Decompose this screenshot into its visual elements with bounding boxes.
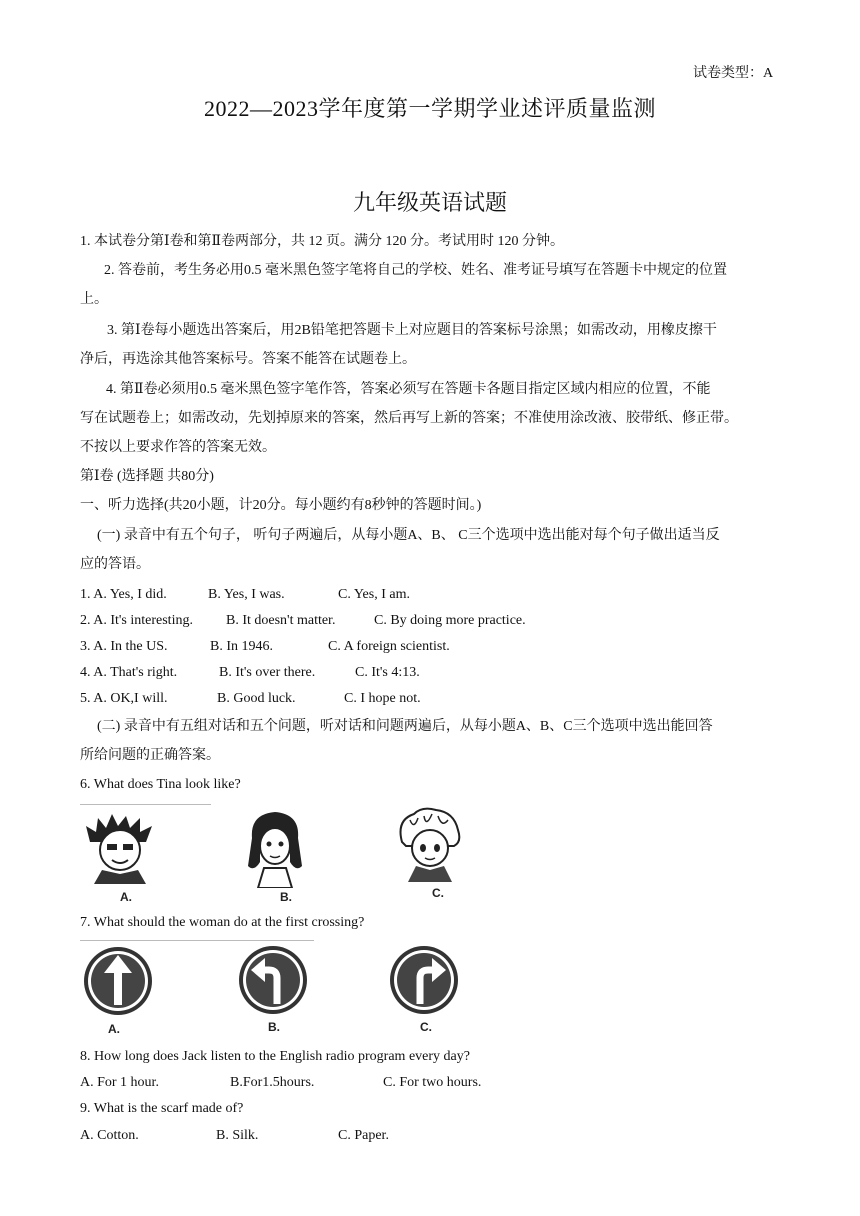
turn-right-sign-icon	[388, 944, 460, 1016]
q9-option-c: C. Paper.	[338, 1128, 389, 1143]
instruction-3-line-2: 净后，再选涂其他答案标号。答案不能答在试题卷上。	[80, 352, 416, 367]
q2-option-c: C. By doing more practice.	[374, 613, 526, 628]
q8-option-a: A. For 1 hour.	[80, 1075, 159, 1090]
part-one-heading: 第Ⅰ卷 (选择题 共80分)	[80, 469, 214, 484]
q7-image-b-label: B.	[268, 1020, 280, 1034]
q8-option-b: B.For1.5hours.	[230, 1075, 315, 1090]
q7-image-c-label: C.	[420, 1020, 432, 1034]
instruction-4-line-2: 写在试题卷上；如需改动，先划掉原来的答案，然后再写上新的答案；不准使用涂改液、胶带纸、修正带。	[80, 411, 738, 426]
short-curly-hair-person-image	[392, 806, 466, 882]
divider	[80, 804, 211, 805]
q1-option-b: B. Yes, I was.	[208, 587, 285, 602]
q3-option-b: B. In 1946.	[210, 639, 273, 654]
exam-subtitle: 九年级英语试题	[352, 190, 507, 215]
q4-option-b: B. It's over there.	[219, 665, 316, 680]
q6-image-c-label: C.	[432, 886, 444, 900]
straight-ahead-sign-icon	[82, 945, 154, 1017]
instruction-1: 1. 本试卷分第Ⅰ卷和第Ⅱ卷两部分，共 12 页。满分 120 分。考试用时 120 分钟。	[80, 234, 565, 249]
q2-option-a: 2. A. It's interesting.	[80, 613, 193, 628]
q9-option-a: A. Cotton.	[80, 1128, 139, 1143]
q8-option-c: C. For two hours.	[383, 1075, 482, 1090]
q6-question: 6. What does Tina look like?	[80, 777, 241, 792]
exam-title: 2022—2023学年度第一学期学业述评质量监测	[203, 96, 656, 121]
q2-option-b: B. It doesn't matter.	[226, 613, 336, 628]
exam-type-label: 试卷类型：A	[693, 66, 774, 81]
q7-question: 7. What should the woman do at the first crossing?	[80, 915, 365, 930]
turn-left-sign-icon	[237, 944, 309, 1016]
listening-part-1-line-2: 应的答语。	[80, 557, 150, 572]
listening-part-2-line-2: 所给问题的正确答案。	[80, 748, 220, 763]
listening-part-2-line-1: (二) 录音中有五组对话和五个问题，听对话和问题两遍后，从每小题A、B、C三个选项中选出能回答	[97, 719, 713, 734]
q1-option-a: 1. A. Yes, I did.	[80, 587, 167, 602]
q9-option-b: B. Silk.	[216, 1128, 259, 1143]
q5-option-c: C. I hope not.	[344, 691, 421, 706]
q4-option-c: C. It's 4:13.	[355, 665, 420, 680]
q9-question: 9. What is the scarf made of?	[80, 1101, 244, 1116]
instruction-2-line-1: 2. 答卷前，考生务必用0.5 毫米黑色签字笔将自己的学校、姓名、准考证号填写在答题卡中规定的位置	[104, 263, 727, 278]
long-curly-hair-person-image	[240, 808, 310, 888]
q6-image-a-label: A.	[120, 890, 132, 904]
instruction-2-line-2: 上。	[80, 292, 108, 307]
q3-option-c: C. A foreign scientist.	[328, 639, 450, 654]
q8-question: 8. How long does Jack listen to the English radio program every day?	[80, 1049, 470, 1064]
short-spiky-hair-person-image	[80, 812, 160, 884]
q5-option-b: B. Good luck.	[217, 691, 296, 706]
q3-option-a: 3. A. In the US.	[80, 639, 168, 654]
instruction-3-line-1: 3. 第Ⅰ卷每小题选出答案后，用2B铅笔把答题卡上对应题目的答案标号涂黑；如需改动，用橡皮擦干	[107, 323, 717, 338]
q5-option-a: 5. A. OK,I will.	[80, 691, 168, 706]
q4-option-a: 4. A. That's right.	[80, 665, 178, 680]
instruction-4-line-1: 4. 第Ⅱ卷必须用0.5 毫米黑色签字笔作答，答案必须写在答题卡各题目指定区域内相应的位置，不能	[106, 382, 711, 397]
instruction-4-line-3: 不按以上要求作答的答案无效。	[80, 440, 276, 455]
q1-option-c: C. Yes, I am.	[338, 587, 410, 602]
divider	[80, 940, 314, 941]
q7-image-a-label: A.	[108, 1022, 120, 1036]
listening-part-1-line-1: (一) 录音中有五个句子， 听句子两遍后，从每小题A、B、 C三个选项中选出能对每个句子做出适当反	[97, 528, 720, 543]
q6-image-b-label: B.	[280, 890, 292, 904]
listening-heading: 一、听力选择(共20小题，计20分。每小题约有8秒钟的答题时间。)	[80, 498, 482, 513]
